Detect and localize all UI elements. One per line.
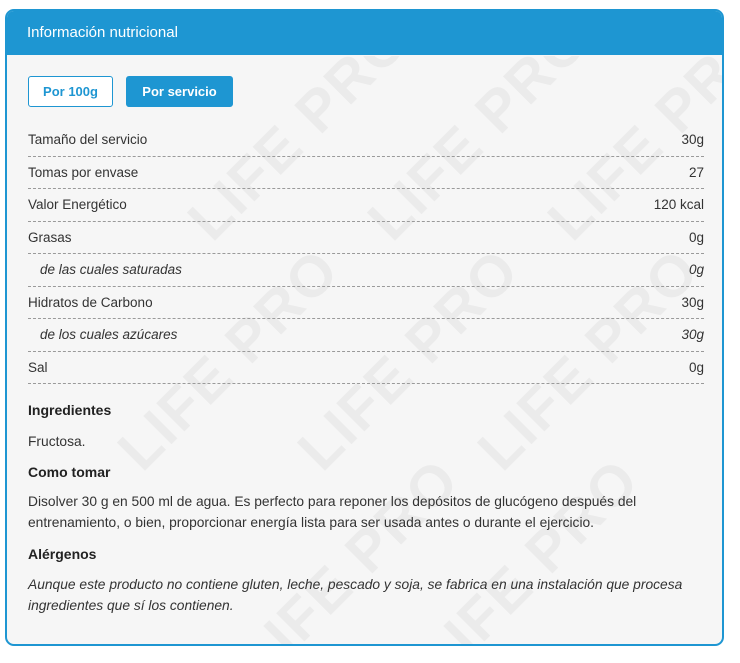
ingredients-text: Fructosa. [28, 434, 86, 449]
row-label: Tomas por envase [28, 164, 139, 180]
row-label: Sal [28, 359, 48, 375]
table-row-sub [28, 319, 704, 352]
per-100g-button[interactable]: Por 100g [28, 76, 113, 107]
table-row [28, 189, 704, 222]
row-label: Hidratos de Carbono [28, 294, 153, 310]
row-value: 0g [688, 229, 704, 245]
row-value: 30g [681, 132, 704, 148]
allergens-title: Alérgenos [28, 546, 97, 562]
ingredients-title: Ingredientes [28, 402, 112, 418]
row-value: 27 [688, 164, 704, 180]
nutrition-card [5, 9, 724, 646]
row-label: de las cuales saturadas [40, 262, 182, 278]
how-to-take-text: Disolver 30 g en 500 ml de agua. Es perfecto para reponer los depósitos de glucógeno después del entrenamiento, o bien, proporcionar energía lista para ser usada antes o durante el ejercicio. [28, 494, 637, 530]
table-row-sub [28, 254, 704, 287]
row-value: 30g [681, 294, 704, 310]
row-label: Tamaño del servicio [28, 132, 148, 148]
table-row [28, 222, 704, 255]
row-value: 30g [681, 327, 704, 343]
how-to-take-title: Como tomar [28, 464, 111, 480]
row-value: 0g [688, 359, 704, 375]
table-row [28, 352, 704, 385]
row-value: 0g [688, 262, 704, 278]
row-value: 120 kcal [653, 197, 704, 213]
allergens-text: Aunque este producto no contiene gluten, leche, pescado y soja, se fabrica en una instalación que procesa ingredientes que sí los contienen. [28, 577, 683, 613]
nutrition-table [28, 124, 704, 384]
card-header [7, 11, 722, 55]
header-title: Información nutricional [27, 24, 178, 41]
row-label: Valor Energético [28, 197, 127, 213]
row-label: Grasas [28, 229, 72, 245]
table-row [28, 157, 704, 190]
table-row [28, 287, 704, 320]
row-label: de los cuales azúcares [40, 327, 178, 343]
per-serving-button[interactable]: Por servicio [126, 76, 233, 107]
table-row [28, 124, 704, 157]
